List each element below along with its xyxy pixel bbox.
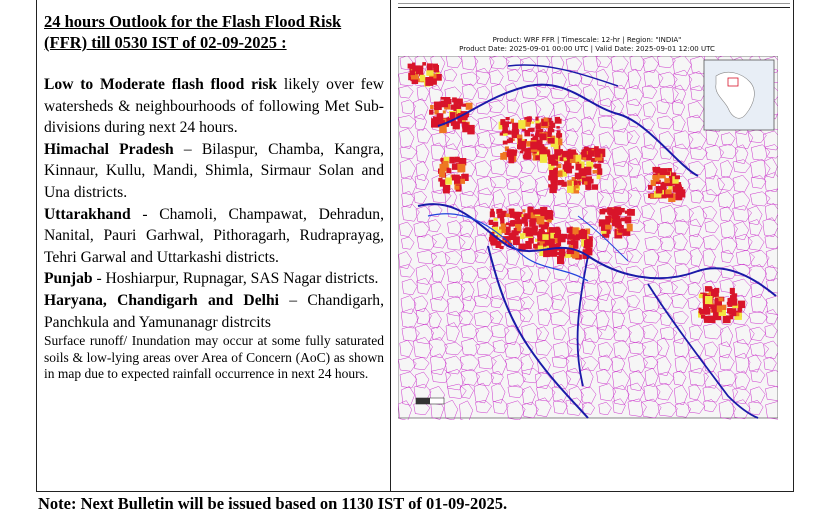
risk-cell [579,168,587,176]
risk-cell [531,121,534,123]
risk-cell [412,65,420,71]
risk-cell [618,229,622,233]
risk-cell [547,219,551,222]
risk-cell [454,123,460,129]
risk-cell [467,125,474,134]
risk-cell [564,254,570,258]
risk-cell [548,138,555,144]
region-districts: Hoshiarpur, Rupnagar, SAS Nagar districts. [105,270,379,288]
column-divider [390,0,391,491]
risk-cell [528,128,533,132]
risk-cell [553,169,558,174]
risk-cell [562,182,567,187]
risk-cell [597,168,602,174]
risk-cell [588,177,591,180]
risk-cell [502,131,505,134]
risk-cell [717,306,722,313]
risk-cell [518,120,525,129]
risk-cell [593,170,598,174]
flash-flood-risk-map [398,56,778,420]
risk-cell [605,216,611,223]
risk-cell [574,180,578,185]
risk-cell [705,286,712,292]
risk-cell [426,70,433,76]
risk-cell [655,167,660,173]
risk-cell [439,125,447,133]
risk-cell [500,216,504,220]
risk-cell [422,62,426,66]
risk-cell [615,219,619,222]
risk-cell [537,216,545,224]
risk-cell [625,211,629,214]
risk-cell [534,228,537,231]
risk-cell [512,133,518,138]
risk-cell [429,110,433,115]
risk-cell [568,149,571,153]
risk-cell [509,232,516,240]
risk-cell [715,298,719,302]
risk-cell [675,175,680,179]
risk-cell [412,63,415,66]
risk-cell [576,155,582,162]
risk-cell [731,312,736,316]
risk-cell [558,171,563,177]
risk-cell [505,129,508,133]
risk-cell [452,175,460,181]
region-separator: - [130,205,160,223]
risk-cell [550,173,558,182]
region-name: Punjab [44,270,93,288]
risk-cell [455,157,460,163]
risk-cell [513,152,517,156]
region-separator: – [278,291,308,309]
scale-bar [416,398,444,404]
risk-cell [512,123,519,130]
risk-cell [443,110,446,113]
risk-cell [608,212,611,216]
risk-cell [667,172,670,176]
risk-cell [533,209,540,214]
risk-cell [711,305,714,309]
risk-cell [560,157,564,161]
region-separator: – [173,140,202,158]
risk-cell [722,305,726,310]
risk-cell [595,151,601,158]
risk-cell [509,122,512,124]
risk-cell [493,222,498,227]
region-himachal [44,139,384,204]
risk-cell [443,186,450,194]
region-punjab [44,268,384,290]
risk-cell [549,186,556,194]
risk-cell [600,209,606,214]
risk-cell [612,209,615,213]
risk-cell [554,234,559,238]
risk-cell [705,296,713,304]
region-districts: Bilaspur, Chamba, Kangra, Kinnaur, Kullu, Mandi, Shimla, Sirmaur Solan and Una districts. [44,140,385,201]
risk-cell [494,218,498,221]
risk-cell [524,222,528,227]
risk-cell [584,181,588,185]
risk-cell [541,228,545,232]
risk-cell [558,234,566,242]
risk-cell [543,244,546,247]
risk-cell [508,156,514,163]
risk-cell [540,154,547,163]
risk-cell [664,178,670,183]
risk-text: likely over few watersheds & neighbourhoods of following Met Sub-divisions during next 24 hours. [44,76,384,137]
risk-cell [459,103,463,107]
risk-cell [727,302,731,305]
risk-cell [427,63,433,71]
risk-cell [459,168,463,173]
risk-cell [540,129,544,132]
risk-cell [535,117,538,121]
risk-cell [490,211,495,217]
risk-cell [605,225,612,230]
risk-cell [579,230,585,238]
risk-cell [582,157,586,160]
risk-cell [454,186,459,190]
risk-cell [704,316,712,323]
bulletin-heading: 24 hours Outlook for the Flash Flood Risk (FFR) till 0530 IST of 02-09-2025 : [44,12,342,52]
region-haryana [44,290,384,333]
risk-cell [447,99,452,104]
risk-cell [500,119,505,125]
risk-cell [542,234,548,240]
bulletin-text-column [44,11,384,383]
risk-cell [525,241,532,249]
region-name: Haryana, Chandigarh and Delhi [44,291,279,309]
risk-cell [506,222,510,225]
risk-cell [490,209,494,212]
risk-cell [523,209,526,212]
risk-cell [557,256,564,264]
risk-cell [526,227,534,236]
risk-cell [506,227,511,233]
region-districts: Chandigarh, Panchkula and Yamunanagr distrcits [44,291,384,331]
risk-cell [550,160,553,163]
risk-cell [539,133,546,140]
risk-cell [570,241,575,245]
risk-cell [560,149,564,153]
surface-runoff-note: Surface runoff/ Inundation may occur at some fully saturated soils & low-lying areas over Area of Concern (AoC) as shown in map due to expected rainfall occurrence in next 24 hours. [44,333,384,382]
risk-cell [530,142,538,150]
risk-cell [515,215,521,220]
region-name: Himachal Pradesh [44,140,174,158]
risk-cell [731,293,734,296]
risk-cell [625,216,632,223]
next-bulletin-note: Note: Next Bulletin will be issued based on 1130 IST of 01-09-2025. [38,494,508,513]
risk-cell [649,185,653,189]
risk-cell [460,179,465,184]
risk-cell [513,130,517,133]
risk-cell [439,170,445,177]
risk-cell [597,174,601,179]
risk-cell [581,150,586,157]
risk-label: Low to Moderate flash flood risk [44,76,278,93]
risk-cell [592,184,598,190]
map-product-header [396,36,778,54]
risk-cell [561,251,565,254]
risk-cell [573,227,579,234]
risk-cell [437,113,444,121]
risk-cell [514,228,517,231]
risk-cell [567,180,572,186]
risk-cell [556,126,559,129]
map-top-rule [398,7,790,8]
risk-cell [552,156,558,160]
risk-cell [719,298,724,302]
region-uttarakhand [44,204,384,269]
risk-cell [567,186,574,193]
risk-cell [433,65,439,72]
region-name: Uttarakhand [44,205,131,223]
risk-cell [665,190,671,195]
risk-cell [618,210,622,215]
risk-cell [732,299,738,306]
risk-cell [698,308,701,310]
risk-cell [620,225,624,229]
risk-cell [549,121,553,126]
risk-cell [528,207,532,211]
map-header-line1: Product: WRF FFR | Timescale: 12-hr | Region: "INDIA" [492,36,682,44]
risk-cell [519,244,525,251]
risk-cell [673,186,680,193]
risk-cell [652,167,655,171]
risk-cell [573,152,577,155]
risk-cell [705,308,710,315]
inset-map [704,60,774,130]
risk-statement [44,74,384,139]
risk-cell [410,71,414,74]
risk-cell [518,141,526,150]
risk-cell [449,157,455,164]
risk-cell [652,175,657,179]
risk-cell [520,233,525,239]
risk-cell [509,209,514,214]
risk-cell [661,185,666,190]
risk-cell [510,220,514,224]
risk-cell [500,246,504,249]
risk-cell [660,168,667,175]
risk-cell [522,128,526,131]
risk-cell [555,119,562,124]
risk-cell [627,224,633,232]
risk-cell [506,214,510,218]
risk-cell [621,218,625,222]
risk-cell [588,150,595,156]
risk-cell [492,240,495,243]
map-top-rule [398,3,790,4]
map-header-line2: Product Date: 2025-09-01 00:00 UTC | Valid Date: 2025-09-01 12:00 UTC [459,45,715,53]
risk-cell [711,289,719,297]
risk-cell [536,122,541,129]
risk-cell [594,146,599,151]
risk-cell [438,178,442,182]
risk-cell [535,133,538,136]
risk-cell [466,103,473,110]
risk-cell [430,105,434,109]
risk-cell [503,141,508,145]
risk-cell [442,161,448,168]
risk-cell [524,153,532,159]
risk-cell [445,178,452,185]
risk-cell [489,220,494,225]
region-districts: Chamoli, Champawat, Dehradun, Nanital, Pauri Garhwal, Pithoragarh, Rudraprayag, Tehri Garwal and Uttarkashi districts. [44,205,384,266]
risk-cell [544,118,548,122]
risk-cell [585,239,592,247]
risk-cell [675,194,682,201]
risk-cell [556,133,562,138]
risk-cell [435,102,442,110]
risk-cell [501,223,506,229]
risk-cell [506,117,510,120]
risk-cell [527,116,532,122]
region-separator: - [92,270,106,288]
risk-cell [565,169,569,172]
risk-cell [503,152,507,155]
risk-cell [425,77,433,86]
